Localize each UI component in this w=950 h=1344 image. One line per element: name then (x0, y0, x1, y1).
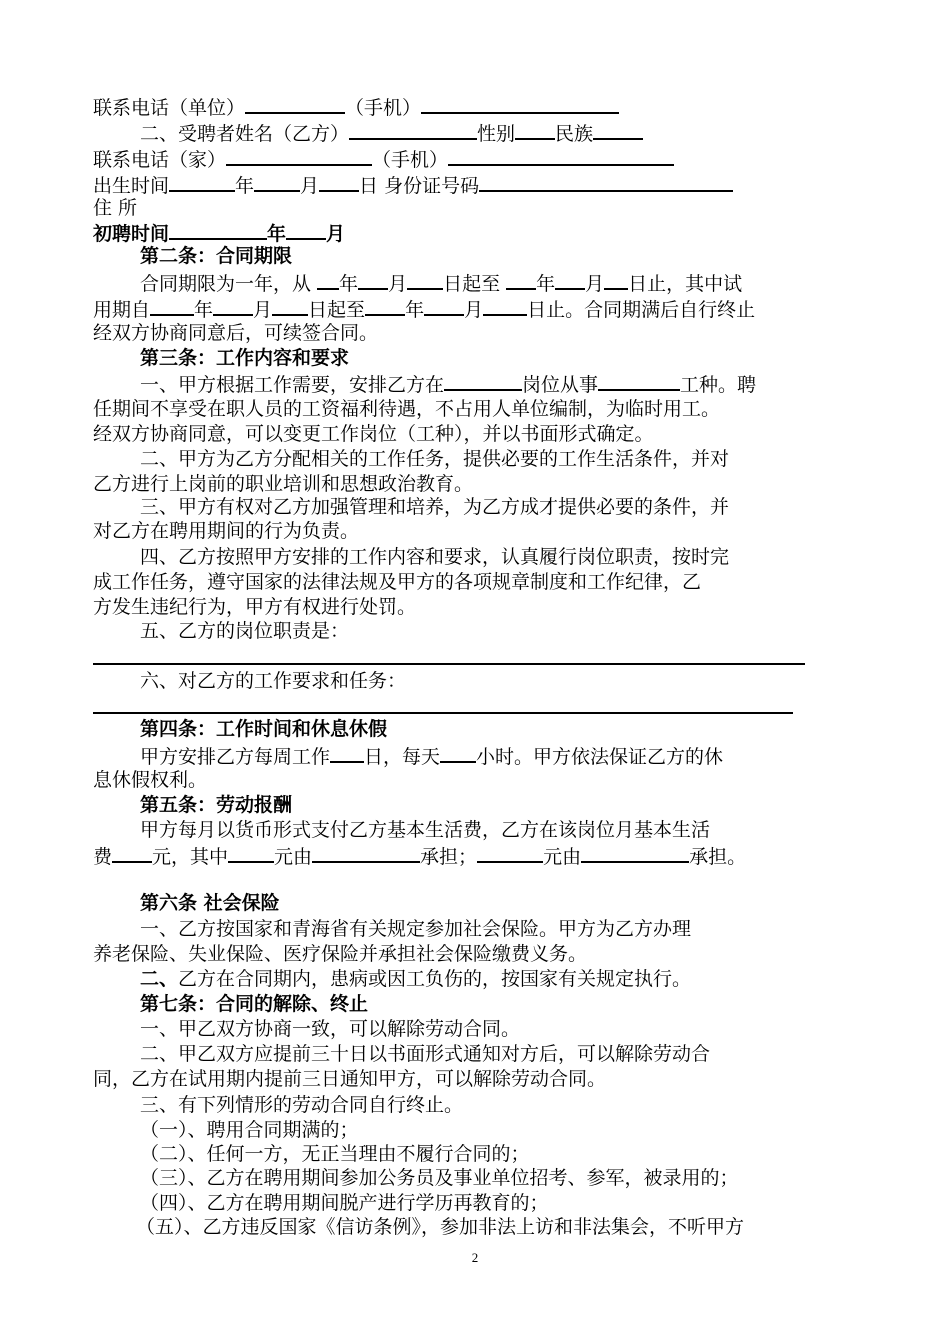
article-7-heading: 第七条：合同的解除、终止 (140, 993, 369, 1015)
paragraph-line: 六、对乙方的工作要求和任务： (140, 670, 407, 692)
employee-name-line (93, 119, 910, 145)
text: 日止。合同期满后自行终止 (527, 299, 756, 321)
paragraph-line: 一、乙方按国家和青海省有关规定参加社会保险。甲方为乙方办理 (140, 918, 692, 940)
list-item: （五）、乙方违反国家《信访条例》，参加非法上访和非法集会，不听甲方 (136, 1216, 745, 1238)
text: 民族 (555, 123, 594, 145)
paragraph-line: 二、甲乙双方应提前三十日以书面形式通知对方后，可以解除劳动合 (140, 1043, 711, 1065)
paragraph-line: 对乙方在聘用期间的行为负责。 (93, 520, 360, 542)
text: 元由 (543, 846, 582, 868)
home-phone-line (93, 145, 863, 171)
paragraph-line: 一、甲乙双方协商一致，可以解除劳动合同。 (140, 1018, 521, 1040)
list-item: （三）、乙方在聘用期间参加公务员及事业单位招考、参军，被录用的； (140, 1167, 739, 1189)
paragraph-line: 同，乙方在试用期内提前三日通知甲方，可以解除劳动合同。 (93, 1068, 607, 1090)
text: 日起至 (308, 299, 366, 321)
blank-answer-line (93, 712, 793, 714)
list-item: （二）、任何一方，无正当理由不履行合同的； (140, 1143, 530, 1165)
article-2-heading: 第二条：合同期限 (140, 245, 293, 267)
paragraph-line (93, 295, 863, 321)
text: 用期自 (93, 299, 151, 321)
text: 月 (300, 175, 320, 197)
paragraph-line: 甲方每月以货币形式支付乙方基本生活费，乙方在该岗位月基本生活 (140, 819, 711, 841)
blank-answer-line (93, 663, 805, 665)
text: （手机） (372, 149, 449, 171)
list-item: （一）、聘用合同期满的； (140, 1119, 359, 1141)
text: 年 (194, 299, 214, 321)
paragraph-line: 三、甲方有权对乙方加强管理和培养，为乙方成才提供必要的条件，并 (140, 496, 730, 518)
text: 年 (267, 223, 287, 245)
text: 初聘时间 (93, 223, 170, 245)
text: 月 (388, 273, 408, 295)
text: 年 (339, 273, 359, 295)
paragraph-line (93, 269, 910, 295)
article-6-heading: 第六条 社会保险 (140, 892, 280, 914)
article-5-heading: 第五条：劳动报酬 (140, 794, 293, 816)
text: 年 (235, 175, 255, 197)
paragraph-line (93, 842, 883, 868)
paragraph-line (93, 370, 910, 396)
text: 承担。 (689, 846, 747, 868)
text: 乙方在合同期内，患病或因工负伤的，按国家有关规定执行。 (178, 968, 692, 990)
article-4-heading: 第四条：工作时间和休息休假 (140, 718, 388, 740)
text: 日，每天 (364, 746, 441, 768)
article-3-heading: 第三条：工作内容和要求 (140, 347, 350, 369)
text: 性别 (477, 123, 516, 145)
text: 联系电话（家） (93, 149, 227, 171)
paragraph-line: 任期间不享受在职人员的工资福利待遇，不占用人单位编制，为临时用工。 (93, 398, 721, 420)
text: 年 (405, 299, 425, 321)
paragraph-line: 养老保险、失业保险、医疗保险并承担社会保险缴费义务。 (93, 943, 588, 965)
text: 日 身份证号码 (359, 175, 480, 197)
contact-phone-line (93, 93, 863, 119)
text: 月 (326, 223, 346, 245)
text: 小时。甲方依法保证乙方的休 (476, 746, 724, 768)
paragraph-line: 乙方进行上岗前的职业培训和思想政治教育。 (93, 473, 474, 495)
text: 年 (536, 273, 556, 295)
text: 日起至 (443, 273, 507, 295)
page-number: 2 (471, 1250, 479, 1265)
text: 联系电话（单位） (93, 97, 246, 119)
text: 甲方安排乙方每周工作 (140, 746, 331, 768)
text: 合同期限为一年，从 (140, 273, 318, 295)
text: 工种。聘 (680, 374, 757, 396)
text: 月 (585, 273, 605, 295)
text: 二、受聘者姓名（乙方） (140, 123, 350, 145)
paragraph-line: 成工作任务，遵守国家的法律法规及甲方的各项规章制度和工作纪律，乙 (93, 571, 702, 593)
paragraph-line: 二、甲方为乙方分配相关的工作任务，提供必要的工作生活条件，并对 (140, 448, 730, 470)
birth-id-line (93, 171, 863, 197)
text: 二、 (140, 968, 179, 990)
text: 费 (93, 846, 113, 868)
paragraph-line: 三、有下列情形的劳动合同自行终止。 (140, 1094, 464, 1116)
text: 月 (253, 299, 273, 321)
paragraph-line: 息休假权利。 (93, 769, 208, 791)
paragraph-line: 经双方协商同意，可以变更工作岗位（工种），并以书面形式确定。 (93, 423, 654, 445)
text: （手机） (345, 97, 422, 119)
first-hire-line (93, 219, 863, 245)
text: 一、甲方根据工作需要，安排乙方在 (140, 374, 445, 396)
paragraph-line: 五、乙方的岗位职责是： (140, 620, 350, 642)
text: 出生时间 (93, 175, 170, 197)
text: 月 (464, 299, 484, 321)
text: 承担； (420, 846, 478, 868)
text: 元由 (274, 846, 313, 868)
text: 岗位从事 (522, 374, 599, 396)
paragraph-line: 四、乙方按照甲方安排的工作内容和要求，认真履行岗位职责，按时完 (140, 546, 730, 568)
address-line: 住 所 (93, 197, 138, 219)
paragraph-line: 经双方协商同意后，可续签合同。 (93, 322, 379, 344)
text: 日止，其中试 (628, 273, 743, 295)
text: 元，其中 (152, 846, 229, 868)
list-item: （四）、乙方在聘用期间脱产进行学历再教育的； (140, 1192, 549, 1214)
paragraph-line (93, 742, 910, 768)
paragraph-line: 方发生违纪行为，甲方有权进行处罚。 (93, 596, 417, 618)
paragraph-line (93, 966, 910, 992)
